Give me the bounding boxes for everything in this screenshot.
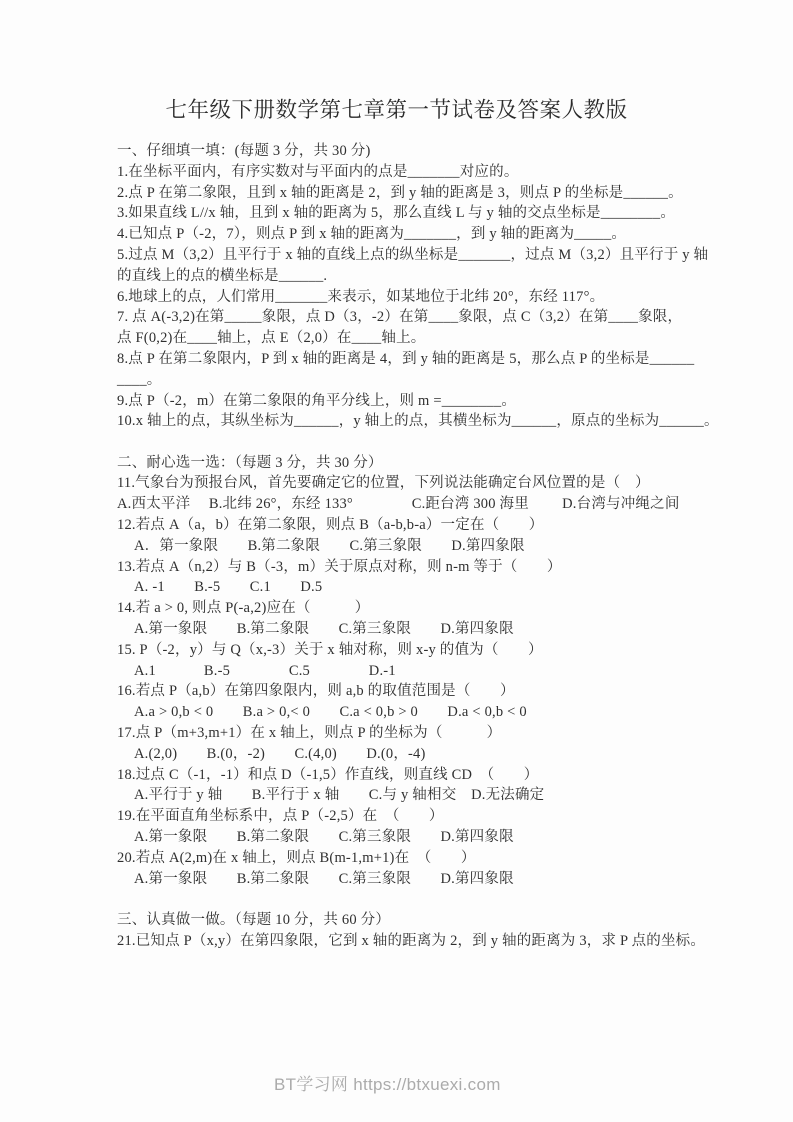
page-title: 七年级下册数学第七章第一节试卷及答案人教版 — [165, 98, 628, 122]
q11-line: 11.气象台为预报台风，首先要确定它的位置，下列说法能确定台风位置的是（ ） — [117, 475, 650, 492]
q20-options: A.第一象限 B.第二象限 C.第三象限 D.第四象限 — [134, 870, 514, 887]
q19-line: 19.在平面直角坐标系中，点 P（-2,5）在 （ ） — [117, 808, 444, 825]
q18-options: A.平行于 y 轴 B.平行于 x 轴 C.与 y 轴相交 D.无法确定 — [134, 787, 545, 804]
q15-line: 15. P（-2，y）与 Q（x,-3）关于 x 轴对称，则 x-y 的值为（ ） — [117, 641, 543, 658]
q15-options: A.1 B.-5 C.5 D.-1 — [134, 662, 396, 679]
q2-line: 2.点 P 在第二象限，且到 x 轴的距离是 2，到 y 轴的距离是 3，则点 P 的坐标是______。 — [117, 184, 683, 201]
q21-line: 21.已知点 P（x,y）在第四象限，它到 x 轴的距离为 2，到 y 轴的距离为 3，求 P 点的坐标。 — [117, 932, 706, 949]
q1-line: 1.在坐标平面内，有序实数对与平面内的点是_______对应的。 — [117, 163, 519, 180]
q9-line: 9.点 P（-2，m）在第二象限的角平分线上，则 m =________。 — [117, 392, 517, 409]
q4-line: 4.已知点 P（-2，7），则点 P 到 x 轴的距离为_______，到 y 轴的距离为_____。 — [117, 226, 627, 243]
q8-line-2: ____。 — [117, 371, 162, 388]
watermark-footer: BT学习网 https://btxuexi.com — [274, 1075, 501, 1094]
q16-line: 16.若点 P（a,b）在第四象限内，则 a,b 的取值范围是（ ） — [117, 683, 515, 700]
section-fill-in-heading: 一、仔细填一填：(每题 3 分，共 30 分) — [117, 143, 371, 159]
q18-line: 18.过点 C（-1，-1）和点 D（-1,5）作直线，则直线 CD （ ） — [117, 766, 539, 783]
q19-options: A.第一象限 B.第二象限 C.第三象限 D.第四象限 — [134, 829, 514, 845]
q13-line: 13.若点 A（n,2）与 B（-3，m）关于原点对称，则 n-m 等于（ ） — [117, 558, 562, 575]
q12-options: A．第一象限 B.第二象限 C.第三象限 D.第四象限 — [134, 537, 525, 554]
q10-line: 10.x 轴上的点，其纵坐标为______，y 轴上的点，其横坐标为______，原点的坐标为______。 — [117, 413, 719, 430]
q3-line: 3.如果直线 L//x 轴，且到 x 轴的距离为 5，那么直线 L 与 y 轴的交点坐标是________。 — [117, 205, 676, 222]
q17-line: 17.点 P（m+3,m+1）在 x 轴上，则点 P 的坐标为（ ） — [117, 725, 502, 742]
section-choice-heading: 二、耐心选一选：（每题 3 分，共 30 分） — [117, 454, 383, 471]
q16-options: A.a > 0,b < 0 B.a > 0,< 0 C.a < 0,b > 0 D.a < 0,b < 0 — [134, 704, 527, 721]
q13-options: A. -1 B.-5 C.1 D.5 — [134, 579, 323, 596]
q6-line: 6.地球上的点，人们常用_______来表示，如某地位于北纬 20°，东经 117°。 — [117, 288, 605, 305]
q17-options: A.(2,0) B.(0，-2) C.(4,0) D.(0，-4) — [134, 745, 426, 762]
q14-line: 14.若 a > 0, 则点 P(-a,2)应在（ ） — [117, 600, 370, 617]
q20-line: 20.若点 A(2,m)在 x 轴上，则点 B(m-1,m+1)在 （ ） — [117, 849, 476, 866]
q12-line: 12.若点 A（a，b）在第二象限，则点 B（a-b,b-a）一定在（ ） — [117, 517, 544, 534]
q5-line-2: 的直线上的点的横坐标是______. — [117, 267, 328, 284]
q7-line-2: 点 F(0,2)在____轴上，点 E（2,0）在____轴上。 — [117, 330, 426, 347]
section-solve-heading: 三、认真做一做。（每题 10 分，共 60 分） — [117, 911, 391, 928]
q5-line-1: 5.过点 M（3,2）且平行于 x 轴的直线上点的纵坐标是_______，过点 M（3,2）且平行于 y 轴 — [117, 246, 709, 263]
document-body — [117, 141, 719, 951]
q11-options: A.西太平洋 B.北纬 26°，东经 133° C.距台湾 300 海里 D.台湾与冲绳之间 — [117, 496, 680, 513]
q8-line-1: 8.点 P 在第二象限内，P 到 x 轴的距离是 4，到 y 轴的距离是 5，那么点 P 的坐标是______ — [117, 350, 695, 367]
q7-line-1: 7. 点 A(-3,2)在第_____象限，点 D（3，-2）在第____象限，点 C（3,2）在第____象限， — [117, 309, 683, 326]
q14-options: A.第一象限 B.第二象限 C.第三象限 D.第四象限 — [134, 621, 514, 638]
